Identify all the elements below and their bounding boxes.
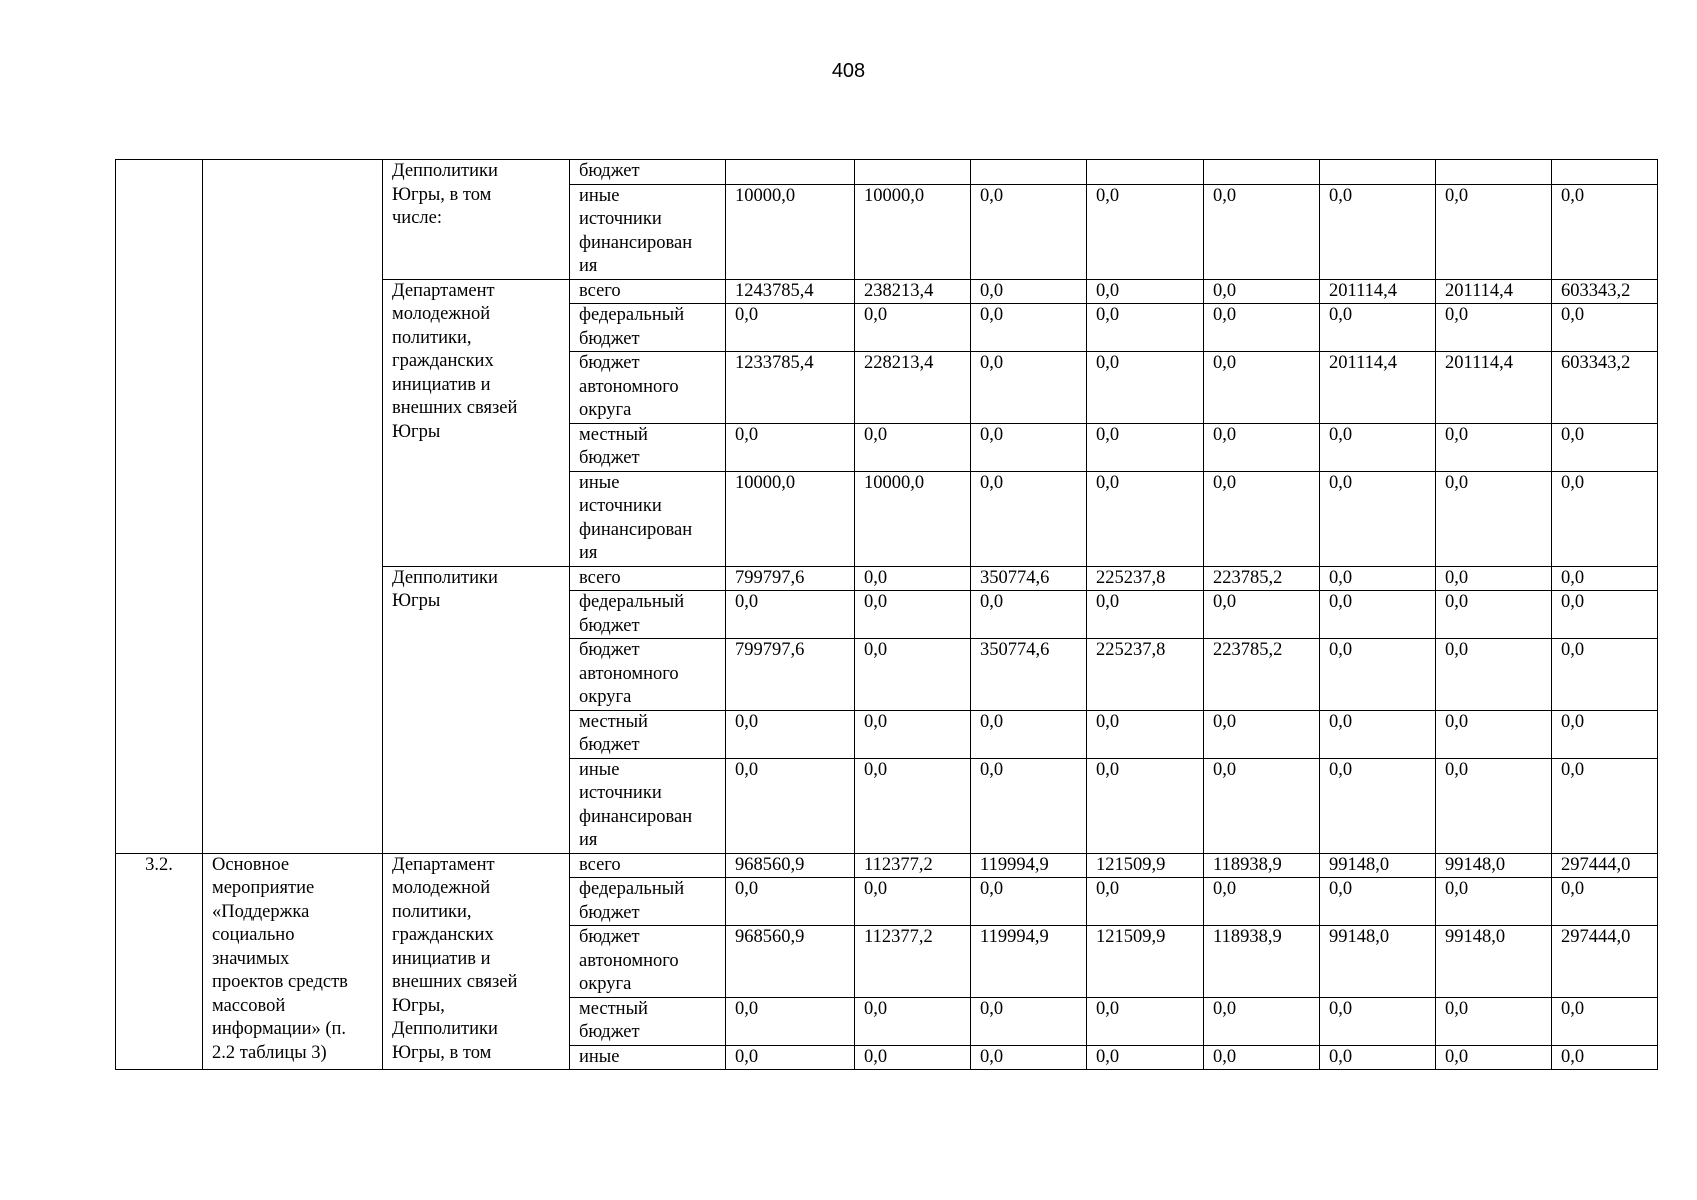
amount-cell: 0,0 bbox=[1320, 1045, 1436, 1070]
amount-cell: 350774,6 bbox=[971, 639, 1087, 711]
amount-cell: 0,0 bbox=[1552, 471, 1658, 566]
amount-cell: 0,0 bbox=[855, 423, 971, 471]
amount-cell: 603343,2 bbox=[1552, 279, 1658, 304]
amount-cell: 0,0 bbox=[726, 1045, 855, 1070]
activity-name-cell: Основное мероприятие «Поддержка социально значимых проектов средств массовой информации» (п. 2.2 таблицы 3) bbox=[203, 853, 383, 1070]
amount-cell: 0,0 bbox=[1320, 304, 1436, 352]
amount-cell: 0,0 bbox=[1204, 423, 1320, 471]
funding-source-cell: бюджет bbox=[570, 160, 726, 185]
amount-cell: 297444,0 bbox=[1552, 853, 1658, 878]
amount-cell: 0,0 bbox=[1204, 352, 1320, 424]
item-number-cell bbox=[116, 160, 203, 854]
amount-cell bbox=[1552, 160, 1658, 185]
amount-cell: 0,0 bbox=[971, 471, 1087, 566]
amount-cell: 0,0 bbox=[971, 758, 1087, 853]
amount-cell: 297444,0 bbox=[1552, 926, 1658, 998]
amount-cell: 0,0 bbox=[1320, 710, 1436, 758]
amount-cell: 223785,2 bbox=[1204, 566, 1320, 591]
amount-cell: 228213,4 bbox=[855, 352, 971, 424]
amount-cell: 0,0 bbox=[1087, 423, 1204, 471]
amount-cell: 0,0 bbox=[1320, 591, 1436, 639]
amount-cell: 0,0 bbox=[971, 878, 1087, 926]
amount-cell: 0,0 bbox=[1552, 184, 1658, 279]
amount-cell bbox=[971, 160, 1087, 185]
amount-cell: 350774,6 bbox=[971, 566, 1087, 591]
amount-cell: 0,0 bbox=[971, 352, 1087, 424]
amount-cell: 0,0 bbox=[1087, 710, 1204, 758]
amount-cell bbox=[1320, 160, 1436, 185]
amount-cell: 0,0 bbox=[971, 1045, 1087, 1070]
amount-cell: 0,0 bbox=[726, 878, 855, 926]
amount-cell: 0,0 bbox=[1087, 758, 1204, 853]
amount-cell: 0,0 bbox=[1320, 878, 1436, 926]
amount-cell: 121509,9 bbox=[1087, 926, 1204, 998]
amount-cell: 0,0 bbox=[855, 566, 971, 591]
amount-cell: 0,0 bbox=[1436, 758, 1552, 853]
funding-source-cell: всего bbox=[570, 279, 726, 304]
amount-cell: 0,0 bbox=[1436, 710, 1552, 758]
amount-cell: 0,0 bbox=[1087, 997, 1204, 1045]
amount-cell: 0,0 bbox=[1087, 352, 1204, 424]
amount-cell bbox=[1087, 160, 1204, 185]
amount-cell: 0,0 bbox=[971, 997, 1087, 1045]
amount-cell: 201114,4 bbox=[1320, 279, 1436, 304]
amount-cell: 10000,0 bbox=[726, 184, 855, 279]
page-number: 408 bbox=[831, 60, 866, 82]
amount-cell: 223785,2 bbox=[1204, 639, 1320, 711]
amount-cell: 0,0 bbox=[1552, 591, 1658, 639]
funding-source-cell: иные источники финансирован ия bbox=[570, 184, 726, 279]
amount-cell: 119994,9 bbox=[971, 926, 1087, 998]
amount-cell: 0,0 bbox=[1552, 1045, 1658, 1070]
amount-cell: 0,0 bbox=[1320, 758, 1436, 853]
table-body bbox=[116, 160, 1658, 1070]
funding-source-cell: бюджет автономного округа bbox=[570, 926, 726, 998]
amount-cell: 0,0 bbox=[971, 423, 1087, 471]
amount-cell: 0,0 bbox=[1204, 1045, 1320, 1070]
amount-cell: 0,0 bbox=[1320, 639, 1436, 711]
funding-source-cell: иные bbox=[570, 1045, 726, 1070]
amount-cell: 0,0 bbox=[726, 304, 855, 352]
amount-cell: 0,0 bbox=[1436, 471, 1552, 566]
amount-cell: 0,0 bbox=[971, 184, 1087, 279]
amount-cell: 0,0 bbox=[855, 304, 971, 352]
amount-cell: 121509,9 bbox=[1087, 853, 1204, 878]
amount-cell: 10000,0 bbox=[855, 184, 971, 279]
budget-table bbox=[115, 159, 1658, 1070]
funding-source-cell: федеральный бюджет bbox=[570, 878, 726, 926]
executor-cell: Департамент молодежной политики, гражданских инициатив и внешних связей Югры, Депполитики Югры, в том bbox=[383, 853, 570, 1070]
amount-cell: 0,0 bbox=[1436, 1045, 1552, 1070]
executor-cell: Депполитики Югры bbox=[383, 566, 570, 853]
amount-cell: 0,0 bbox=[1552, 423, 1658, 471]
amount-cell: 0,0 bbox=[1552, 639, 1658, 711]
amount-cell: 0,0 bbox=[1552, 710, 1658, 758]
amount-cell: 0,0 bbox=[1436, 639, 1552, 711]
funding-source-cell: бюджет автономного округа bbox=[570, 352, 726, 424]
table-row bbox=[116, 160, 1658, 185]
funding-source-cell: всего bbox=[570, 566, 726, 591]
amount-cell: 0,0 bbox=[726, 758, 855, 853]
amount-cell: 0,0 bbox=[1436, 997, 1552, 1045]
executor-cell: Департамент молодежной политики, гражданских инициатив и внешних связей Югры bbox=[383, 279, 570, 566]
amount-cell: 1233785,4 bbox=[726, 352, 855, 424]
amount-cell: 99148,0 bbox=[1320, 926, 1436, 998]
amount-cell: 225237,8 bbox=[1087, 566, 1204, 591]
amount-cell bbox=[1204, 160, 1320, 185]
amount-cell: 0,0 bbox=[1552, 304, 1658, 352]
table-row bbox=[116, 853, 1658, 878]
amount-cell: 0,0 bbox=[971, 710, 1087, 758]
amount-cell: 0,0 bbox=[855, 639, 971, 711]
amount-cell: 0,0 bbox=[1204, 471, 1320, 566]
amount-cell: 0,0 bbox=[1087, 304, 1204, 352]
amount-cell: 0,0 bbox=[726, 710, 855, 758]
amount-cell: 0,0 bbox=[1087, 279, 1204, 304]
amount-cell: 225237,8 bbox=[1087, 639, 1204, 711]
amount-cell: 0,0 bbox=[1087, 591, 1204, 639]
amount-cell: 0,0 bbox=[1436, 304, 1552, 352]
activity-name-cell bbox=[203, 160, 383, 854]
amount-cell: 0,0 bbox=[855, 997, 971, 1045]
amount-cell: 118938,9 bbox=[1204, 853, 1320, 878]
amount-cell: 799797,6 bbox=[726, 566, 855, 591]
amount-cell: 0,0 bbox=[1436, 423, 1552, 471]
amount-cell: 0,0 bbox=[1087, 471, 1204, 566]
executor-cell: Депполитики Югры, в том числе: bbox=[383, 160, 570, 280]
amount-cell: 603343,2 bbox=[1552, 352, 1658, 424]
amount-cell: 0,0 bbox=[726, 591, 855, 639]
amount-cell: 0,0 bbox=[726, 423, 855, 471]
amount-cell bbox=[726, 160, 855, 185]
amount-cell bbox=[1436, 160, 1552, 185]
amount-cell: 0,0 bbox=[855, 710, 971, 758]
amount-cell: 0,0 bbox=[855, 591, 971, 639]
amount-cell: 0,0 bbox=[1436, 591, 1552, 639]
amount-cell: 0,0 bbox=[855, 878, 971, 926]
amount-cell: 0,0 bbox=[726, 997, 855, 1045]
amount-cell: 0,0 bbox=[1204, 710, 1320, 758]
amount-cell: 99148,0 bbox=[1436, 926, 1552, 998]
amount-cell: 99148,0 bbox=[1436, 853, 1552, 878]
amount-cell: 1243785,4 bbox=[726, 279, 855, 304]
amount-cell: 0,0 bbox=[1204, 304, 1320, 352]
amount-cell: 0,0 bbox=[1204, 878, 1320, 926]
funding-source-cell: иные источники финансирован ия bbox=[570, 471, 726, 566]
amount-cell: 0,0 bbox=[855, 1045, 971, 1070]
funding-source-cell: федеральный бюджет bbox=[570, 591, 726, 639]
amount-cell: 0,0 bbox=[971, 591, 1087, 639]
amount-cell: 0,0 bbox=[1320, 997, 1436, 1045]
amount-cell: 0,0 bbox=[855, 758, 971, 853]
amount-cell: 0,0 bbox=[1552, 566, 1658, 591]
amount-cell: 118938,9 bbox=[1204, 926, 1320, 998]
amount-cell: 0,0 bbox=[1204, 758, 1320, 853]
amount-cell: 0,0 bbox=[1204, 997, 1320, 1045]
item-number-cell: 3.2. bbox=[116, 853, 203, 1070]
amount-cell: 0,0 bbox=[1552, 758, 1658, 853]
amount-cell: 10000,0 bbox=[855, 471, 971, 566]
funding-source-cell: бюджет автономного округа bbox=[570, 639, 726, 711]
amount-cell: 0,0 bbox=[1087, 1045, 1204, 1070]
amount-cell: 968560,9 bbox=[726, 926, 855, 998]
amount-cell: 201114,4 bbox=[1320, 352, 1436, 424]
amount-cell: 0,0 bbox=[1087, 184, 1204, 279]
amount-cell: 0,0 bbox=[1204, 591, 1320, 639]
amount-cell: 0,0 bbox=[1320, 566, 1436, 591]
amount-cell: 0,0 bbox=[1436, 184, 1552, 279]
amount-cell: 0,0 bbox=[1320, 423, 1436, 471]
amount-cell: 0,0 bbox=[971, 279, 1087, 304]
amount-cell: 201114,4 bbox=[1436, 352, 1552, 424]
amount-cell: 0,0 bbox=[1436, 566, 1552, 591]
amount-cell: 0,0 bbox=[1204, 279, 1320, 304]
amount-cell: 112377,2 bbox=[855, 926, 971, 998]
amount-cell: 0,0 bbox=[1320, 471, 1436, 566]
funding-source-cell: местный бюджет bbox=[570, 997, 726, 1045]
amount-cell: 968560,9 bbox=[726, 853, 855, 878]
amount-cell: 112377,2 bbox=[855, 853, 971, 878]
amount-cell: 0,0 bbox=[971, 304, 1087, 352]
amount-cell: 201114,4 bbox=[1436, 279, 1552, 304]
amount-cell: 0,0 bbox=[1320, 184, 1436, 279]
amount-cell: 99148,0 bbox=[1320, 853, 1436, 878]
amount-cell: 238213,4 bbox=[855, 279, 971, 304]
funding-source-cell: всего bbox=[570, 853, 726, 878]
amount-cell: 0,0 bbox=[1087, 878, 1204, 926]
amount-cell: 119994,9 bbox=[971, 853, 1087, 878]
amount-cell: 0,0 bbox=[1552, 997, 1658, 1045]
funding-source-cell: иные источники финансирован ия bbox=[570, 758, 726, 853]
amount-cell: 0,0 bbox=[1552, 878, 1658, 926]
amount-cell: 799797,6 bbox=[726, 639, 855, 711]
amount-cell: 0,0 bbox=[1436, 878, 1552, 926]
funding-source-cell: федеральный бюджет bbox=[570, 304, 726, 352]
funding-source-cell: местный бюджет bbox=[570, 710, 726, 758]
amount-cell: 10000,0 bbox=[726, 471, 855, 566]
funding-source-cell: местный бюджет bbox=[570, 423, 726, 471]
amount-cell bbox=[855, 160, 971, 185]
amount-cell: 0,0 bbox=[1204, 184, 1320, 279]
